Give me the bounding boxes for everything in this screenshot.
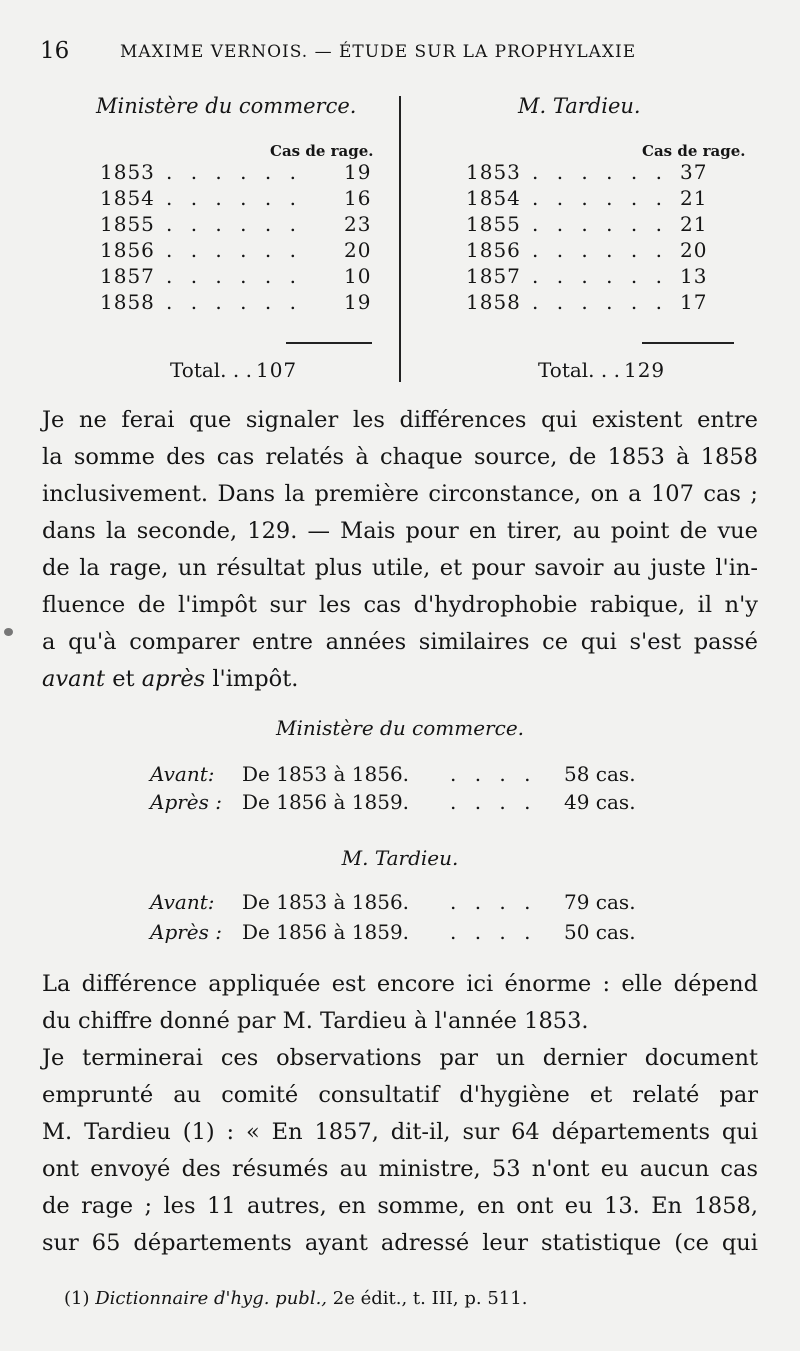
text-line: sur 65 départements ayant adressé leur statistique (ce qui <box>42 1230 758 1256</box>
table-row <box>466 212 756 238</box>
year-cell: 1855 <box>100 212 155 236</box>
comparison-row <box>150 762 670 792</box>
leader-dots: . . . . . . <box>166 212 302 236</box>
text-line: La différence appliquée est encore ici énorme : elle dépend <box>42 971 758 997</box>
running-header <box>40 38 680 68</box>
value-cell: 23 <box>344 212 372 236</box>
row-label: Avant: <box>150 890 215 914</box>
row-range: De 1856 à 1859. <box>242 920 410 944</box>
value-cell: 10 <box>344 264 372 288</box>
text-line: fluence de l'impôt sur les cas d'hydrophobie rabique, il n'y <box>42 592 758 618</box>
table-title: Ministère du commerce. <box>96 94 357 118</box>
year-cell: 1857 <box>100 264 155 288</box>
value-cell: 21 <box>680 186 708 210</box>
value-cell: 19 <box>344 160 372 184</box>
leader-dots: . . . . . . <box>532 238 668 262</box>
total-label: Total. . . <box>538 358 620 382</box>
table-row <box>466 290 756 316</box>
value-cell: 16 <box>344 186 372 210</box>
year-cell: 1854 <box>100 186 155 210</box>
text-line: dans la seconde, 129. — Mais pour en tirer, au point de vue <box>42 518 758 544</box>
leader-dots: . . . . . . <box>532 160 668 184</box>
row-count: 58 cas. <box>564 762 636 786</box>
year-cell: 1854 <box>466 186 521 210</box>
paragraph <box>42 1040 758 1262</box>
table-row <box>466 238 756 264</box>
column-divider <box>399 96 401 382</box>
year-cell: 1856 <box>466 238 521 262</box>
text-line: emprunté au comité consultatif d'hygiène et relaté par <box>42 1082 758 1108</box>
leader-dots: . . . . . . <box>532 186 668 210</box>
leader-dots: . . . . . . <box>166 290 302 314</box>
text-line: du chiffre donné par M. Tardieu à l'année 1853. <box>42 1008 589 1034</box>
total-value: 129 <box>623 358 666 382</box>
paragraph <box>42 966 758 1040</box>
table-row <box>100 212 390 238</box>
leader-dots: . . . . <box>450 762 537 786</box>
value-cell: 13 <box>680 264 708 288</box>
page-number: 16 <box>40 38 70 64</box>
text-line: Je terminerai ces observations par un dernier document <box>42 1045 758 1071</box>
comparison-row <box>150 790 670 820</box>
leader-dots: . . . . <box>450 790 537 814</box>
value-cell: 17 <box>680 290 708 314</box>
year-cell: 1857 <box>466 264 521 288</box>
leader-dots: . . . . . . <box>532 212 668 236</box>
comparison-row <box>150 920 670 950</box>
year-cell: 1858 <box>100 290 155 314</box>
row-range: De 1856 à 1859. <box>242 790 410 814</box>
year-cell: 1855 <box>466 212 521 236</box>
footnote-detail: 2e édit., t. III, p. 511. <box>332 1288 528 1309</box>
leader-dots: . . . . . . <box>166 238 302 262</box>
total-rule <box>286 342 372 344</box>
leader-dots: . . . . . . <box>166 160 302 184</box>
value-cell: 20 <box>680 238 708 262</box>
value-cell: 21 <box>680 212 708 236</box>
leader-dots: . . . . <box>450 920 537 944</box>
table-row <box>466 264 756 290</box>
row-count: 50 cas. <box>564 920 636 944</box>
text-fragment: et <box>112 666 135 692</box>
table-ministere-commerce <box>48 90 393 380</box>
column-header: Cas de rage. <box>270 142 374 160</box>
row-count: 79 cas. <box>564 890 636 914</box>
total-row <box>538 358 665 382</box>
year-cell: 1858 <box>466 290 521 314</box>
paragraph <box>42 402 758 698</box>
total-rule <box>642 342 734 344</box>
footnote <box>64 1288 527 1309</box>
text-line: M. Tardieu (1) : « En 1857, dit-il, sur 64 départements qui <box>42 1119 758 1145</box>
row-range: De 1853 à 1856. <box>242 890 410 914</box>
value-cell: 19 <box>344 290 372 314</box>
table-row <box>100 238 390 264</box>
leader-dots: . . . . . . <box>166 264 302 288</box>
value-cell: 37 <box>680 160 708 184</box>
text-line: la somme des cas relatés à chaque source, de 1853 à 1858 <box>42 444 758 470</box>
text-line: ont envoyé des résumés au ministre, 53 n'ont eu aucun cas <box>42 1156 758 1182</box>
table-row <box>466 160 756 186</box>
column-header: Cas de rage. <box>642 142 746 160</box>
table-title: M. Tardieu. <box>518 94 641 118</box>
text-line <box>42 661 758 698</box>
leader-dots: . . . . . . <box>532 290 668 314</box>
footnote-reference: Dictionnaire d'hyg. publ., <box>95 1288 328 1309</box>
emphasis: avant <box>42 666 106 692</box>
year-cell: 1853 <box>466 160 521 184</box>
table-row <box>100 290 390 316</box>
emphasis: après <box>141 666 206 692</box>
leader-dots: . . . . . . <box>166 186 302 210</box>
row-label: Après : <box>150 790 223 814</box>
row-range: De 1853 à 1856. <box>242 762 410 786</box>
total-label: Total. . . <box>170 358 252 382</box>
table-row <box>100 186 390 212</box>
table-row <box>100 160 390 186</box>
comparison-row <box>150 890 670 920</box>
text-line: de rage ; les 11 autres, en somme, en ont eu 13. En 1858, <box>42 1193 758 1219</box>
margin-mark <box>4 628 13 636</box>
leader-dots: . . . . <box>450 890 537 914</box>
year-cell: 1856 <box>100 238 155 262</box>
header-title: MAXIME VERNOIS. — ÉTUDE SUR LA PROPHYLAXIE <box>120 42 637 62</box>
text-line: de la rage, un résultat plus utile, et pour savoir au juste l'in- <box>42 555 758 581</box>
footnote-mark: (1) <box>64 1288 90 1309</box>
table-tardieu <box>410 90 755 380</box>
comparison-title: M. Tardieu. <box>341 846 459 870</box>
year-cell: 1853 <box>100 160 155 184</box>
leader-dots: . . . . . . <box>532 264 668 288</box>
table-row <box>466 186 756 212</box>
total-row <box>170 358 297 382</box>
text-line: a qu'à comparer entre années similaires ce qui s'est passé <box>42 629 758 655</box>
row-label: Après : <box>150 920 223 944</box>
row-label: Avant: <box>150 762 215 786</box>
text-line: inclusivement. Dans la première circonstance, on a 107 cas ; <box>42 481 758 507</box>
total-value: 107 <box>255 358 298 382</box>
row-count: 49 cas. <box>564 790 636 814</box>
table-row <box>100 264 390 290</box>
comparison-title: Ministère du commerce. <box>275 716 525 740</box>
text-line: Je ne ferai que signaler les différences qui existent entre <box>42 407 758 433</box>
value-cell: 20 <box>344 238 372 262</box>
text-fragment: l'impôt. <box>212 666 299 692</box>
